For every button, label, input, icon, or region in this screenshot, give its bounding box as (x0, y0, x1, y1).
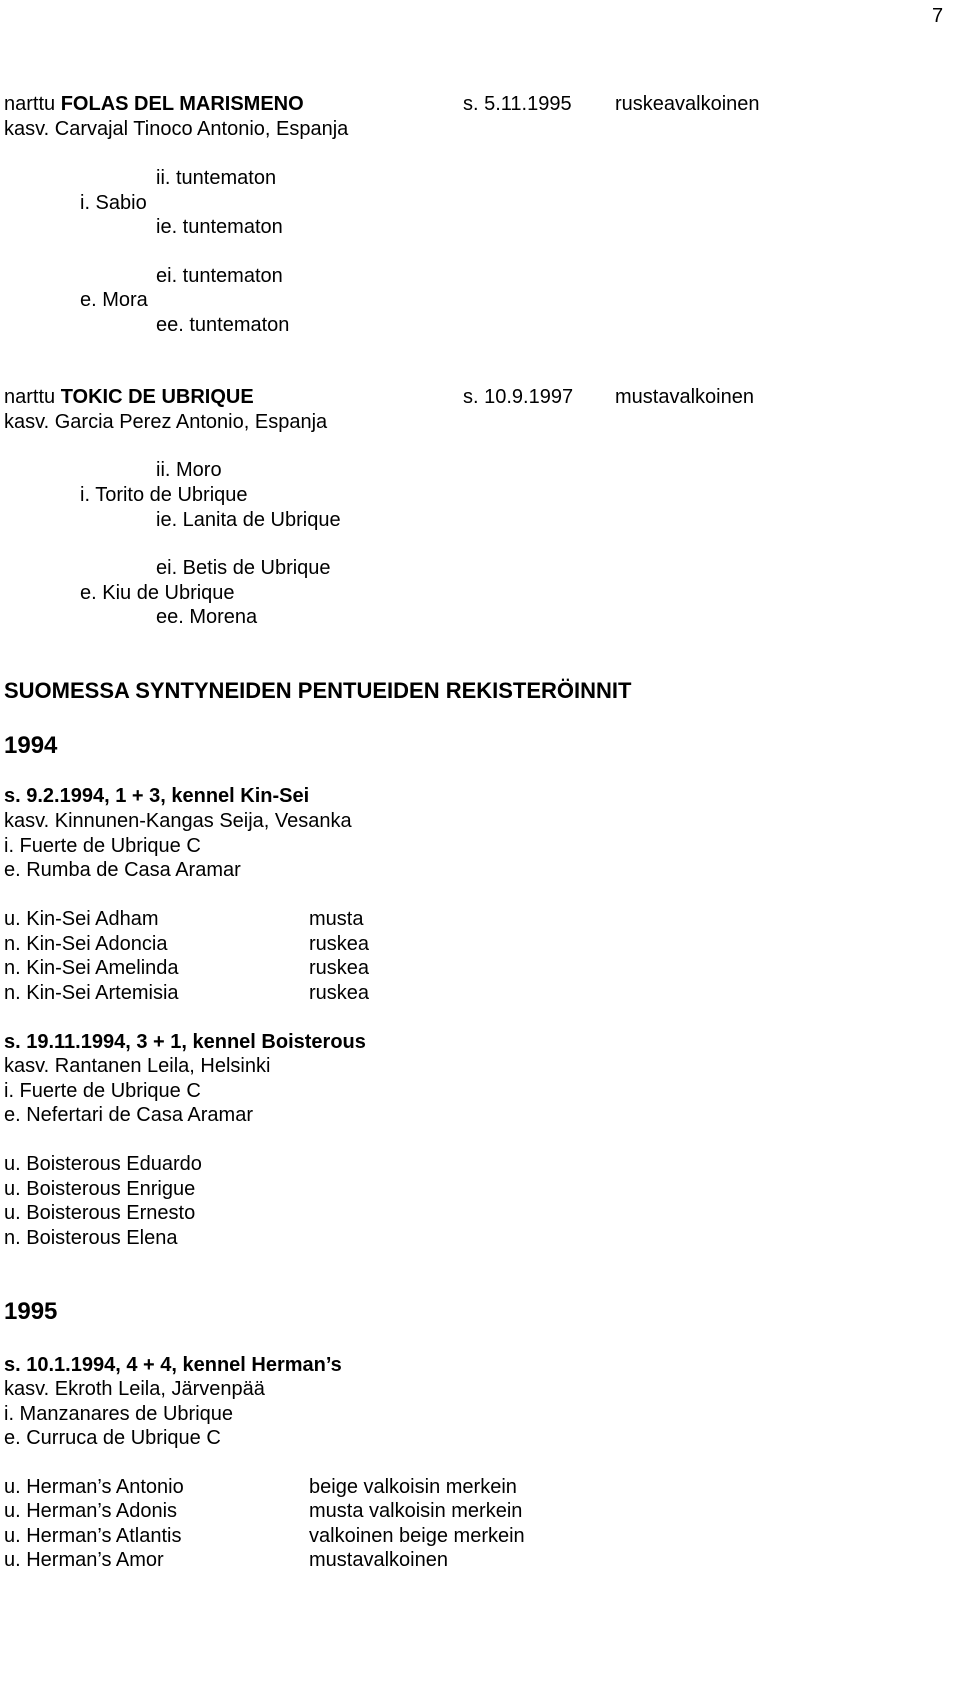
litter3-puppy-color: musta valkoisin merkein (309, 1500, 523, 1522)
dog2-ped-ee: ee. Morena (156, 606, 258, 628)
litter1-puppy-name: u. Kin-Sei Adham (4, 908, 159, 930)
dog1-ped-ei: ei. tuntematon (156, 265, 283, 287)
litter2-puppy-name: u. Boisterous Enrigue (4, 1178, 196, 1200)
litter1-puppy-color: ruskea (309, 957, 370, 979)
dog2-ped-e: e. Kiu de Ubrique (80, 582, 235, 604)
litter3-dam: e. Curruca de Ubrique C (4, 1427, 221, 1449)
page-number: 7 (932, 5, 944, 27)
dog1-ped-e: e. Mora (80, 289, 148, 311)
dog2-ped-ii: ii. Moro (156, 459, 222, 481)
litter2-dam: e. Nefertari de Casa Aramar (4, 1104, 253, 1126)
litter3-header: s. 10.1.1994, 4 + 4, kennel Herman’s (4, 1354, 342, 1376)
litter1-header: s. 9.2.1994, 1 + 3, kennel Kin-Sei (4, 785, 310, 807)
dog2-title (4, 385, 254, 409)
dog1-born: s. 5.11.1995 (463, 93, 572, 115)
litter1-sire: i. Fuerte de Ubrique C (4, 835, 201, 857)
dog1-label: narttu (4, 93, 61, 115)
litter1-puppy-color: ruskea (309, 982, 370, 1004)
dog2-ped-ei: ei. Betis de Ubrique (156, 557, 331, 579)
dog1-name: FOLAS DEL MARISMENO (60, 93, 304, 115)
litter3-sire: i. Manzanares de Ubrique (4, 1403, 234, 1425)
section-title: SUOMESSA SYNTYNEIDEN PENTUEIDEN REKISTERÖINNIT (4, 678, 632, 703)
dog2-label: narttu (4, 386, 61, 408)
dog1-color: ruskeavalkoinen (615, 93, 760, 115)
litter3-puppy-name: u. Herman’s Adonis (4, 1500, 178, 1522)
dog1-title (4, 92, 304, 116)
dog1-ped-i: i. Sabio (80, 192, 147, 214)
litter1-puppy-color: ruskea (309, 933, 370, 955)
litter3-puppy-color: mustavalkoinen (309, 1549, 448, 1571)
litter2-puppy-name: u. Boisterous Eduardo (4, 1153, 202, 1175)
dog2-name: TOKIC DE UBRIQUE (60, 386, 254, 408)
litter3-puppy-name: u. Herman’s Antonio (4, 1476, 184, 1498)
dog1-ped-ii: ii. tuntematon (156, 167, 277, 189)
dog1-ped-ie: ie. tuntematon (156, 216, 283, 238)
litter2-puppy-name: u. Boisterous Ernesto (4, 1202, 196, 1224)
litter1-breeder: kasv. Kinnunen-Kangas Seija, Vesanka (4, 810, 352, 832)
dog1-breeder: kasv. Carvajal Tinoco Antonio, Espanja (4, 118, 349, 140)
litter2-puppy-name: n. Boisterous Elena (4, 1227, 178, 1249)
dog1-ped-ee: ee. tuntematon (156, 314, 290, 336)
litter1-puppy-name: n. Kin-Sei Adoncia (4, 933, 168, 955)
litter1-puppy-color: musta (309, 908, 364, 930)
litter2-header: s. 19.11.1994, 3 + 1, kennel Boisterous (4, 1031, 366, 1053)
litter3-puppy-name: u. Herman’s Atlantis (4, 1525, 182, 1547)
year-1994-heading: 1994 (4, 732, 58, 759)
litter1-dam: e. Rumba de Casa Aramar (4, 859, 241, 881)
dog2-color: mustavalkoinen (615, 386, 754, 408)
litter3-puppy-name: u. Herman’s Amor (4, 1549, 164, 1571)
litter3-breeder: kasv. Ekroth Leila, Järvenpää (4, 1378, 265, 1400)
dog2-ped-ie: ie. Lanita de Ubrique (156, 509, 341, 531)
litter1-puppy-name: n. Kin-Sei Amelinda (4, 957, 179, 979)
year-1995-heading: 1995 (4, 1298, 58, 1325)
litter2-sire: i. Fuerte de Ubrique C (4, 1080, 201, 1102)
litter3-puppy-color: valkoinen beige merkein (309, 1525, 525, 1547)
dog2-ped-i: i. Torito de Ubrique (80, 484, 248, 506)
litter2-breeder: kasv. Rantanen Leila, Helsinki (4, 1055, 271, 1077)
litter3-puppy-color: beige valkoisin merkein (309, 1476, 517, 1498)
dog2-breeder: kasv. Garcia Perez Antonio, Espanja (4, 411, 328, 433)
dog2-born: s. 10.9.1997 (463, 386, 574, 408)
litter1-puppy-name: n. Kin-Sei Artemisia (4, 982, 179, 1004)
